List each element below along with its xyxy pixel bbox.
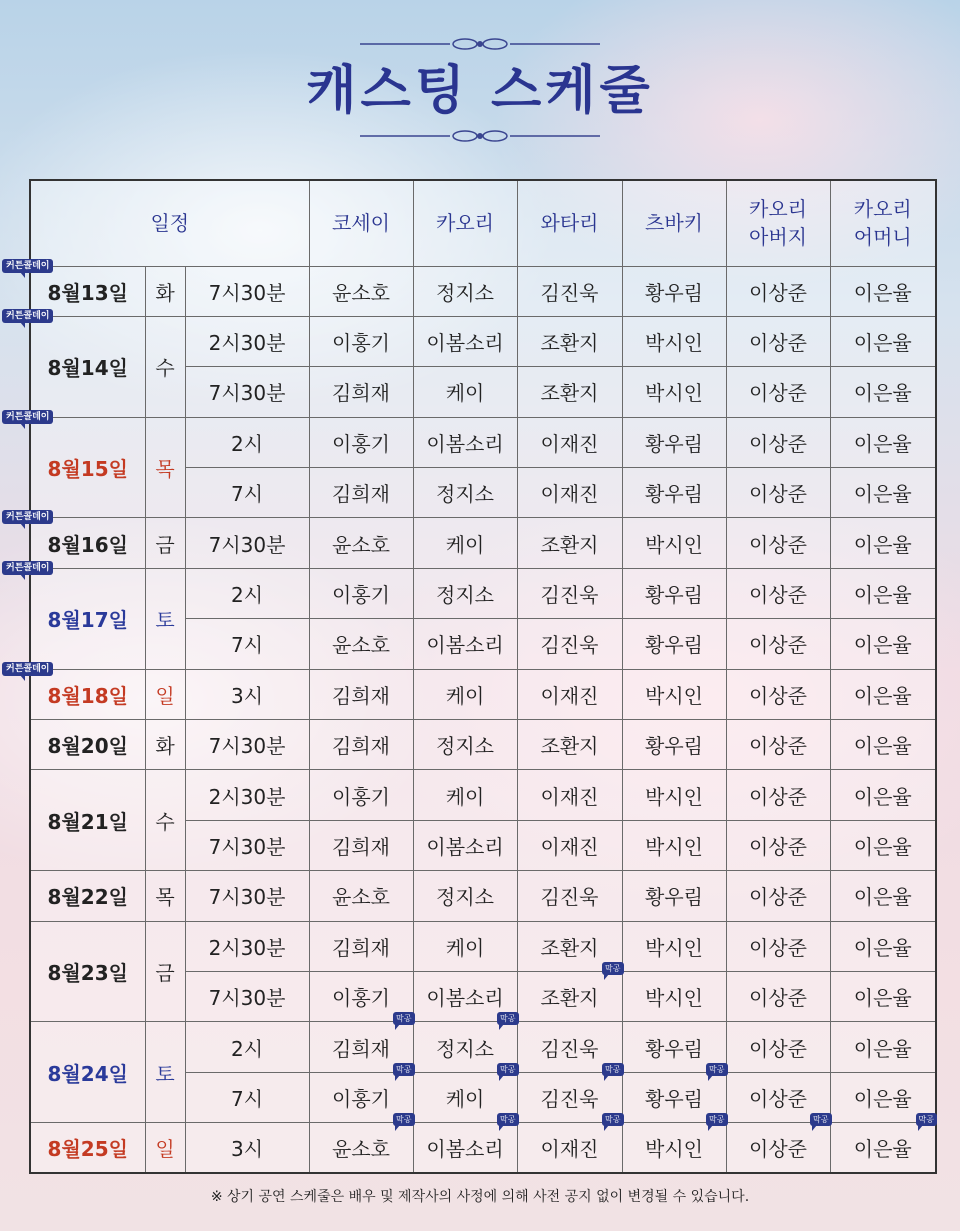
time-cell: 3시 [185,669,309,719]
cast-cell: 이은율 [830,316,936,366]
table-row [30,568,936,618]
date-label: 8월20일 [47,734,128,759]
cast-cell: 이재진 [517,417,622,467]
day-cell: 일 [145,669,185,719]
cast-cell: 정지소 막공 [413,1022,517,1072]
date-cell [30,921,145,1022]
cast-cell: 조환지 [517,316,622,366]
cast-cell: 이은율 [830,367,936,417]
cast-cell: 이은율 [830,820,936,870]
cast-cell: 김진욱 [517,266,622,316]
cast-cell: 이상준 [726,266,830,316]
cast-cell: 김진욱 [517,568,622,618]
cast-cell: 이은율 [830,1022,936,1072]
cast-cell: 이재진 [517,820,622,870]
time-cell: 7시 [185,468,309,518]
cast-cell: 조환지 [517,921,622,971]
cast-cell: 이은율 [830,971,936,1021]
table-row [30,921,936,971]
cast-cell: 이은율 [830,518,936,568]
cast-cell: 이홍기 [309,417,413,467]
cast-cell: 박시인 [622,770,726,820]
time-cell: 2시30분 [185,921,309,971]
cast-cell: 이봄소리 [413,619,517,669]
date-label: 8월16일 [47,532,128,557]
cast-cell: 이은율 [830,921,936,971]
date-cell [6,663,145,719]
cast-cell: 이은율 [830,720,936,770]
cast-cell: 이상준 [726,770,830,820]
table-row [30,720,936,770]
date-cell [30,871,145,921]
cast-cell: 이봄소리 [413,417,517,467]
last-show-badge: 막공 [810,1113,831,1126]
cast-cell: 조환지 막공 [517,971,622,1021]
day-cell: 목 [145,871,185,921]
header-watari: 와타리 [517,180,622,266]
cast-cell: 이홍기 [309,971,413,1021]
cast-cell: 박시인 막공 [622,1123,726,1173]
time-cell: 7시30분 [185,971,309,1021]
cast-cell: 이상준 [726,669,830,719]
cast-cell: 조환지 [517,720,622,770]
date-cell [30,720,145,770]
cast-cell: 황우림 [622,266,726,316]
day-cell: 금 [145,921,185,1022]
cast-cell: 황우림 [622,871,726,921]
curtain-call-badge: 커튼콜데이 [2,410,53,424]
last-show-badge: 막공 [497,1012,518,1025]
cast-cell: 케이 [413,921,517,971]
table-row [30,871,936,921]
cast-cell: 김진욱 [517,1022,622,1072]
ornament-top-icon [360,36,600,52]
time-cell: 7시30분 [185,820,309,870]
header-tsubaki: 츠바키 [622,180,726,266]
cast-cell: 박시인 [622,820,726,870]
table-row [30,1123,936,1173]
cast-cell: 조환지 [517,518,622,568]
time-cell: 2시30분 [185,316,309,366]
cast-cell: 이상준 [726,316,830,366]
cast-cell: 이재진 막공 [517,1123,622,1173]
cast-cell: 김희재 [309,720,413,770]
date-label: 8월23일 [47,960,128,985]
table-row [30,316,936,366]
last-show-badge: 막공 [706,1063,727,1076]
last-show-badge: 막공 [497,1113,518,1126]
date-label: 8월17일 [47,608,128,633]
table-row [30,266,936,316]
cast-cell: 이상준 [726,720,830,770]
cast-cell: 이상준 [726,871,830,921]
cast-cell: 이상준 [726,619,830,669]
cast-cell: 박시인 [622,316,726,366]
cast-cell: 이상준 [726,820,830,870]
curtain-call-badge: 커튼콜데이 [2,561,53,575]
date-label: 8월13일 [47,280,128,305]
cast-cell: 이홍기 [309,770,413,820]
cast-cell: 윤소호 [309,266,413,316]
cast-cell: 이홍기 [309,568,413,618]
cast-cell: 윤소호 막공 [309,1123,413,1173]
cast-cell: 박시인 [622,669,726,719]
page-title: 캐스팅 스케줄 [306,61,654,121]
cast-cell: 윤소호 [309,619,413,669]
cast-cell: 김희재 막공 [309,1022,413,1072]
date-cell [6,411,145,518]
cast-cell: 이재진 [517,468,622,518]
cast-cell: 김희재 [309,669,413,719]
cast-cell: 정지소 [413,568,517,618]
cast-cell: 황우림 [622,468,726,518]
last-show-badge: 막공 [393,1113,414,1126]
time-cell: 7시30분 [185,518,309,568]
cast-cell: 박시인 [622,921,726,971]
cast-cell: 박시인 [622,518,726,568]
time-cell: 7시 [185,1072,309,1122]
time-cell: 7시30분 [185,266,309,316]
date-label: 8월24일 [47,1061,128,1086]
date-label: 8월18일 [47,683,128,708]
last-show-badge: 막공 [602,962,623,975]
day-cell: 수 [145,316,185,417]
title-area [0,36,960,144]
cast-cell: 정지소 [413,468,517,518]
cast-cell: 이은율 [830,619,936,669]
last-show-badge: 막공 [393,1063,414,1076]
date-label: 8월22일 [47,885,128,910]
last-show-badge: 막공 [602,1063,623,1076]
cast-cell: 이재진 [517,669,622,719]
header-kosei: 코세이 [309,180,413,266]
header-kaori-mother: 카오리 어머니 [830,180,936,266]
table-row [30,417,936,467]
day-cell: 목 [145,417,185,518]
cast-cell: 케이 막공 [413,1072,517,1122]
cast-cell: 케이 [413,669,517,719]
cast-cell: 이봄소리 [413,971,517,1021]
cast-cell: 김희재 [309,820,413,870]
cast-cell: 이상준 [726,1072,830,1122]
cast-cell: 황우림 [622,619,726,669]
cast-cell: 정지소 [413,266,517,316]
footnote: ※ 상기 공연 스케줄은 배우 및 제작사의 사정에 의해 사전 공지 없이 변경될 수 있습니다. [210,1189,750,1205]
time-cell: 3시 [185,1123,309,1173]
cast-cell: 박시인 [622,367,726,417]
cast-cell: 이상준 [726,518,830,568]
header-row [30,180,936,266]
date-cell [30,1022,145,1123]
time-cell: 2시30분 [185,770,309,820]
cast-cell: 이은율 [830,1072,936,1122]
cast-cell: 황우림 막공 [622,1072,726,1122]
cast-cell: 윤소호 [309,871,413,921]
cast-cell: 이홍기 막공 [309,1072,413,1122]
date-cell [30,1123,145,1173]
cast-cell: 이은율 막공 [830,1123,936,1173]
cast-cell: 이상준 [726,417,830,467]
table-row [30,1022,936,1072]
cast-cell: 케이 [413,367,517,417]
cast-cell: 김희재 [309,921,413,971]
cast-cell: 이봄소리 막공 [413,1123,517,1173]
time-cell: 7시30분 [185,720,309,770]
cast-cell: 케이 [413,518,517,568]
cast-cell: 박시인 [622,971,726,1021]
cast-cell: 이상준 [726,367,830,417]
cast-cell: 윤소호 [309,518,413,568]
time-cell: 7시30분 [185,367,309,417]
cast-cell: 이상준 [726,468,830,518]
last-show-badge: 막공 [706,1113,727,1126]
cast-cell: 이상준 막공 [726,1123,830,1173]
date-cell [30,770,145,871]
casting-schedule-table [6,179,937,1174]
last-show-badge: 막공 [497,1063,518,1076]
header-kaori-father: 카오리 아버지 [726,180,830,266]
cast-cell: 황우림 [622,568,726,618]
curtain-call-badge: 커튼콜데이 [2,259,53,273]
last-show-badge: 막공 [602,1113,623,1126]
cast-cell: 이재진 [517,770,622,820]
last-show-badge: 막공 [393,1012,414,1025]
last-show-badge: 막공 [916,1113,937,1126]
date-cell [6,310,145,417]
date-label: 8월25일 [47,1137,128,1162]
curtain-call-badge: 커튼콜데이 [2,510,53,524]
cast-cell: 황우림 [622,1022,726,1072]
cast-cell: 이봄소리 [413,820,517,870]
date-label: 8월15일 [47,457,128,482]
time-cell: 7시30분 [185,871,309,921]
table-row [30,770,936,820]
day-cell: 금 [145,518,185,568]
cast-cell: 이상준 [726,971,830,1021]
cast-cell: 조환지 [517,367,622,417]
cast-cell: 이상준 [726,1022,830,1072]
cast-cell: 이상준 [726,921,830,971]
cast-cell: 김진욱 막공 [517,1072,622,1122]
time-cell: 2시 [185,568,309,618]
day-cell: 수 [145,770,185,871]
date-cell [6,562,145,669]
time-cell: 2시 [185,417,309,467]
cast-cell: 이은율 [830,669,936,719]
cast-cell: 이은율 [830,770,936,820]
time-cell: 2시 [185,1022,309,1072]
day-cell: 토 [145,1022,185,1123]
ornament-bottom-icon [360,128,600,144]
cast-cell: 황우림 [622,417,726,467]
cast-cell: 이은율 [830,468,936,518]
cast-cell: 김희재 [309,367,413,417]
cast-cell: 황우림 [622,720,726,770]
cast-cell: 이은율 [830,417,936,467]
time-cell: 7시 [185,619,309,669]
date-label: 8월21일 [47,809,128,834]
cast-cell: 이봄소리 [413,316,517,366]
day-cell: 토 [145,568,185,669]
cast-cell: 케이 [413,770,517,820]
date-label: 8월14일 [47,356,128,381]
header-kaori: 카오리 [413,180,517,266]
table-row [30,518,936,568]
cast-cell: 김진욱 [517,619,622,669]
header-schedule: 일정 [30,180,309,266]
cast-cell: 김진욱 [517,871,622,921]
cast-cell: 정지소 [413,720,517,770]
cast-cell: 김희재 [309,468,413,518]
cast-cell: 정지소 [413,871,517,921]
day-cell: 화 [145,720,185,770]
cast-cell: 이은율 [830,568,936,618]
curtain-call-badge: 커튼콜데이 [2,309,53,323]
curtain-call-badge: 커튼콜데이 [2,662,53,676]
table-row [30,669,936,719]
cast-cell: 이홍기 [309,316,413,366]
day-cell: 화 [145,266,185,316]
cast-cell: 이은율 [830,871,936,921]
cast-cell: 이은율 [830,266,936,316]
day-cell: 일 [145,1123,185,1173]
cast-cell: 이상준 [726,568,830,618]
